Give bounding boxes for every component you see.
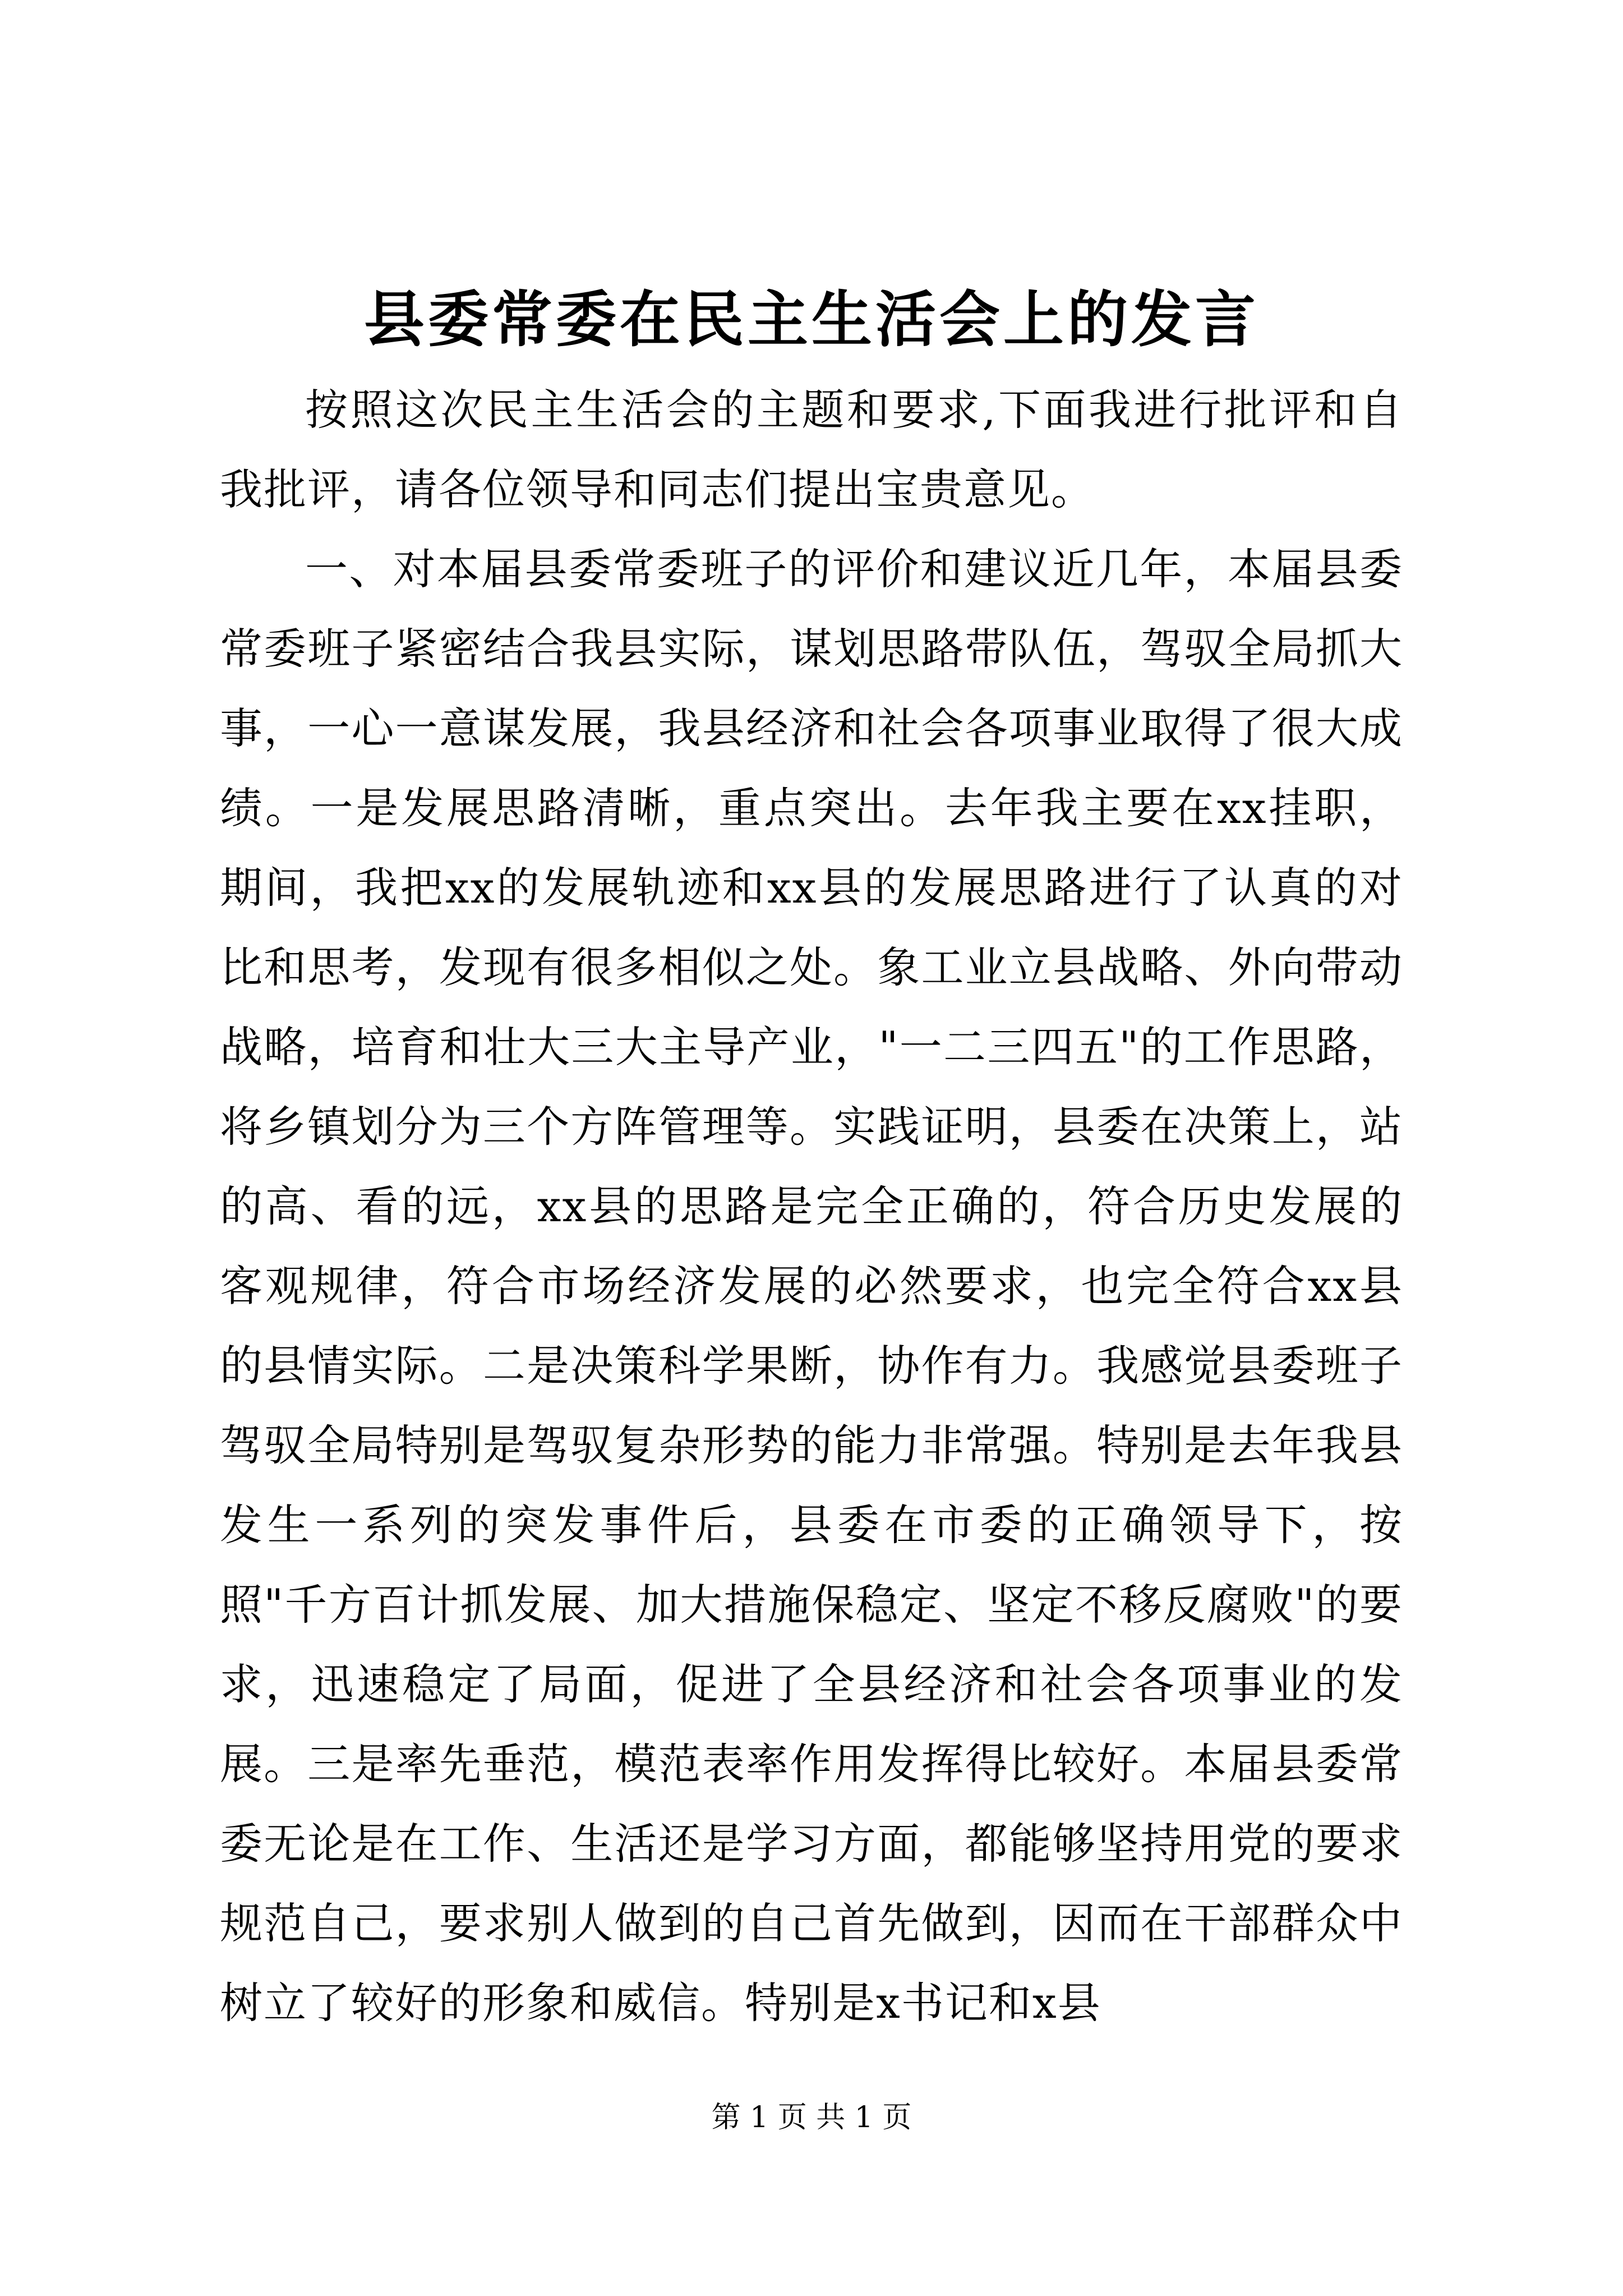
document-title: 县委常委在民主生活会上的发言 [363,284,1259,355]
page-number-footer: 第 1 页 共 1 页 [711,2101,912,2134]
paragraph-intro: 按照这次民主生活会的主题和要求,下面我进行批评和自我批评，请各位领导和同志们提出宝贵意见。 [220,385,1403,514]
paragraph-evaluation: 一、对本届县委常委班子的评价和建议近几年，本届县委常委班子紧密结合我县实际，谋划思路带队伍，驾驭全局抓大事，一心一意谋发展，我县经济和社会各项事业取得了很大成绩。一是发展思路清晰，重点突出。去年我主要在xx挂职，期间，我把xx的发展轨迹和xx县的发展思路进行了认真的对比和思考，发现有很多相似之处。象工业立县战略、外向带动战略，培育和壮大三大主导产业，"一二三四五"的工作思路，将乡镇划分为三个方阵管理等。实践证明，县委在决策上，站的高、看的远，xx县的思路是完全正确的，符合历史发展的客观规律，符合市场经济发展的必然要求，也完全符合xx县的县情实际。二是决策科学果断，协作有力。我感觉县委班子驾驭全局特别是驾驭复杂形势的能力非常强。特别是去年我县发生一系列的突发事件后，县委在市委的正确领导下，按照"千方百计抓发展、加大措施保稳定、坚定不移反腐败"的要求，迅速稳定了局面，促进了全县经济和社会各项事业的发展。三是率先垂范，模范表率作用发挥得比较好。本届县委常委无论是在工作、生活还是学习方面，都能够坚持用党的要求规范自己，要求别人做到的自己首先做到，因而在干部群众中树立了较好的形象和威信。特别是x书记和x县 [220,544,1403,2028]
document-body [220,370,1403,2043]
